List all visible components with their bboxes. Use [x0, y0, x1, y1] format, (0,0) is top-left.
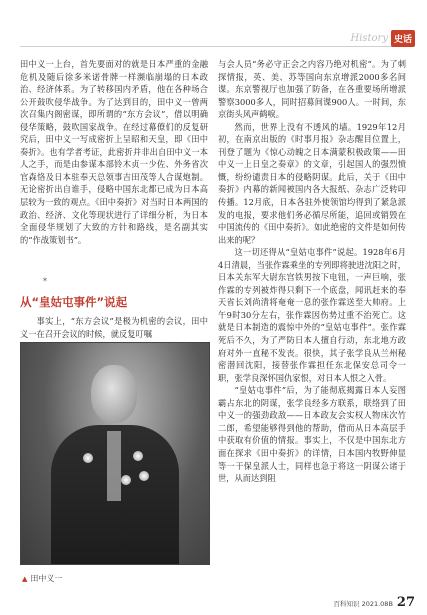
portrait-head — [91, 365, 137, 423]
section-divider-mark: * — [43, 277, 47, 286]
caption-text: 田中义一 — [30, 574, 63, 583]
paragraph: 然而，世界上没有不透风的墙。1929年12月初，在南京出版的《时事月报》杂志醒目位置上，刊登了题为《惊心动魄之日本满蒙积极政策——田中义一上日皇之奏章》的文章，引起国人的强烈愤慨，纷纷谴责日本的侵略阴谋。此后，关于《田中奏折》内幕的新闻被国内各大报纸、杂志广泛转印传播。12月底，日本各驻外使领馆均得到了紧急派发的电报，要求他们务必循尽所能，追回或销毁在中国流传的《田中奏折》。如此绝密的文件是如何传出来的呢？ — [218, 121, 406, 245]
paragraph: 这一切还得从“皇姑屯事件”说起。1928年6月4日清晨，当张作霖乘坐的专列即将驶进沈阳之时，日本关东军大尉东宫铁男按下电钮，一声巨响，张作霖的专列被炸得只剩下一个底盘，闻讯赶来的奉天省长刘尚清将奄奄一息的张作霖送至大帅府。上午9时30分左右，张作霖因伤势过重不治死亡。这就是日本制造的震惊中外的“皇姑屯事件”。张作霖死后不久，为了严防日本人擅自行动，东北地方政府对外一直秘不发丧。很快，其子张学良从兰州秘密潜回沈阳，接替张作霖担任东北保安总司令一职，张学良深怀国仇家恨，对日本人恨之入骨。 — [218, 247, 406, 383]
paragraph: 田中义一上台，首先要面对的就是日本严重的金融危机及随后徐多米诺骨牌一样濒临崩塌的日本政治、经济体系。为了转移国内矛盾，他在各种场合公开鼓吹侵华战争。为了达到目的，田中义一曾两次召集内阁密谋，即所谓的“东方会议”，借以明确侵华策略，鼓吹国家战争。在经过幕僚们的反复研究后，田中义一写成密折上呈昭和天皇，即《田中奏折》。也有学者考证，此密折并非出自田中义一本人之手，而是由参谋本部铃木贞一少佐、外务省次官森恪及日本驻奉天总领事吉田茂等人合谋炮制。无论密折出自谁手，侵略中国东北都已成为日本高层较为一致的观点。《田中奏折》对当时日本两国的政治、经济、文化等现状进行了详细分析，为日本全面侵华规划了大致的方针和路线，是名副其实的“作战策划书”。 — [20, 59, 208, 245]
left-column-top — [20, 58, 208, 246]
medal-icon — [121, 475, 131, 485]
photo-caption — [22, 573, 62, 584]
section-label-cn: 史话 — [391, 30, 415, 47]
section-label-en: History — [350, 33, 388, 44]
medal-icon — [83, 453, 93, 463]
medal-icon — [133, 451, 143, 461]
journal-name: 百科知识 2021.08B — [333, 600, 393, 608]
paragraph: 事实上，“东方会议”是极为机密的会议，田中义一在召开会议的时候，就反复叮嘱 — [20, 316, 208, 339]
portrait-photo — [20, 342, 210, 565]
section-tag — [350, 30, 415, 47]
medal-icon — [139, 471, 149, 481]
caption-triangle-icon: ▲ — [22, 575, 28, 583]
portrait-sash — [107, 431, 121, 501]
paragraph: “皇姑屯事件”后，为了能彻底揭露日本人妄图霸占东北的阴谋，张学良经多方联系，联络到了田中义一的强劲政敌——日本政友会实权人物床次竹二郎，希望能够得到他的帮助，借而从日本高层手中获取有价值的情报。事实上，不仅是中国东北方面在探求《田中奏折》的详情，日本国内牧野伸显等一干保皇派人士，同样也急于将这一阴谋公诸于世，从而达到阻 — [218, 385, 406, 484]
page-number: 27 — [396, 595, 415, 610]
page-footer — [334, 595, 416, 610]
paragraph: 与会人员“务必守正会之内容乃绝对机密”。为了刺探情报，英、美、苏等国向东京增派2000多名间谍。东京警视厅也加强了防备，在各重要场所增派警察3000多人，同时招募间谍900人。一时间，东京街头风声鹤唳。 — [218, 59, 406, 120]
right-column — [218, 58, 406, 485]
left-column-bottom — [20, 315, 208, 340]
section-heading: 从“皇姑屯事件”说起 — [20, 295, 128, 309]
